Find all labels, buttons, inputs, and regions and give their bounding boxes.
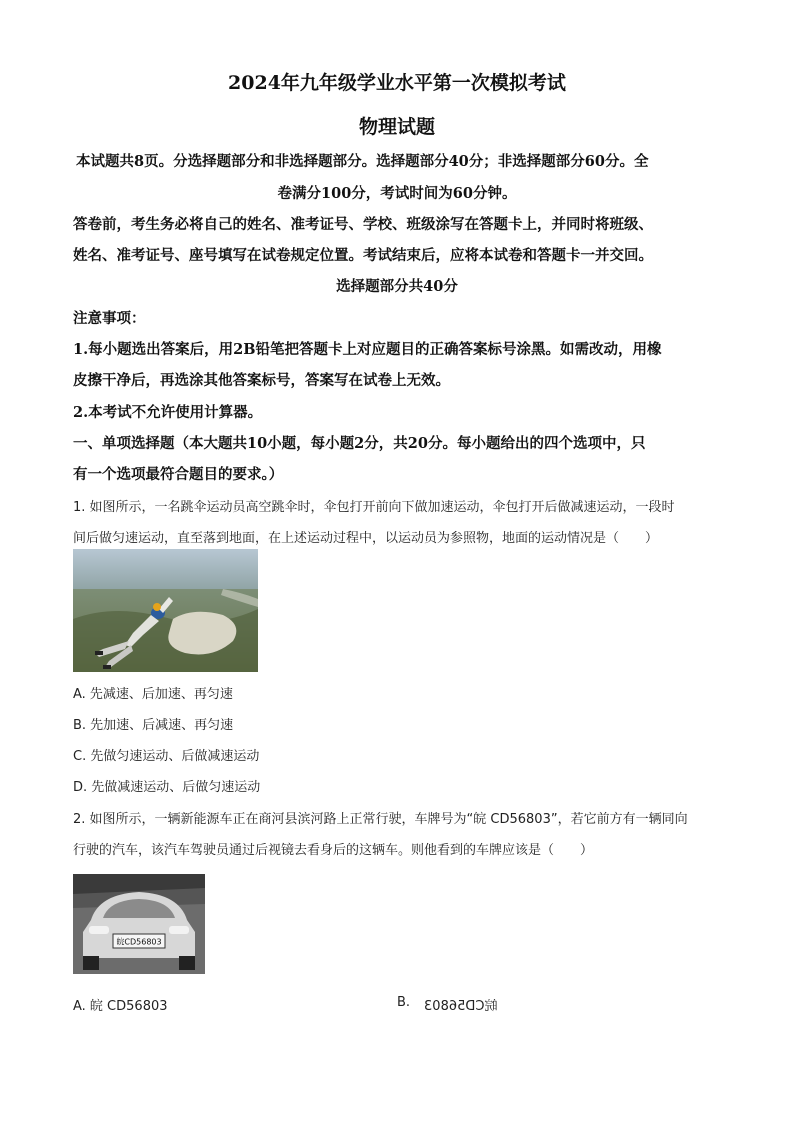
intro-line-1: 本试题共8页。分选择题部分和非选择题部分。选择题部分40分；非选择题部分60分。全	[76, 153, 649, 170]
q1-option-a: A. 先减速、后加速、再匀速	[73, 687, 233, 702]
q2-option-b-text: 皖CD56803	[424, 999, 498, 1014]
skydiver-image	[73, 549, 258, 672]
q2-option-b-label: B.	[397, 995, 411, 1010]
part1-heading-a: 一、单项选择题（本大题共10小题，每小题2分，共20分。每小题给出的四个选项中，只	[73, 435, 646, 452]
plate-number: 皖CD56803	[116, 937, 162, 947]
part1-heading-b: 有一个选项最符合题目的要求。）	[73, 466, 284, 483]
exam-subtitle: 物理试题	[358, 116, 435, 138]
intro-line-3: 答卷前，考生务必将自己的姓名、准考证号、学校、班级涂写在答题卡上，并同时将班级、	[73, 216, 653, 233]
notice-label: 注意事项：	[73, 310, 146, 327]
q1-stem-a: 1. 如图所示，一名跳伞运动员高空跳伞时，伞包打开前向下做加速运动，伞包打开后做减速运动，一段时	[73, 500, 675, 515]
q2-option-a: A. 皖 CD56803	[73, 999, 168, 1014]
notice-1a: 1.每小题选出答案后，用2B铅笔把答题卡上对应题目的正确答案标号涂黑。如需改动，用橡	[73, 341, 662, 358]
section-heading: 选择题部分共40分	[336, 278, 458, 295]
notice-1b: 皮擦干净后，再选涂其他答案标号，答案写在试卷上无效。	[73, 372, 450, 389]
notice-2: 2.本考试不允许使用计算器。	[73, 404, 263, 421]
q2-option-b-mirrored-plate	[424, 995, 497, 1014]
q2-stem-a: 2. 如图所示，一辆新能源车正在商河县滨河路上正常行驶，车牌号为“皖 CD56803”，若它前方有一辆同向	[73, 812, 688, 827]
car-image	[73, 874, 205, 974]
q1-option-b: B. 先加速、后减速、再匀速	[73, 718, 234, 733]
q1-option-c: C. 先做匀速运动、后做减速运动	[73, 749, 260, 764]
intro-line-2: 卷满分100分，考试时间为60分钟。	[277, 185, 517, 202]
exam-title: 2024年九年级学业水平第一次模拟考试	[228, 72, 566, 94]
q2-stem-b: 行驶的汽车，该汽车驾驶员通过后视镜去看身后的这辆车。则他看到的车牌应该是（ ）	[73, 843, 594, 858]
q1-stem-b: 间后做匀速运动，直至落到地面，在上述运动过程中，以运动员为参照物，地面的运动情况是（ ）	[73, 531, 659, 546]
q1-option-d: D. 先做减速运动、后做匀速运动	[73, 780, 261, 795]
intro-line-4: 姓名、准考证号、座号填写在试卷规定位置。考试结束后，应将本试卷和答题卡一并交回。	[73, 247, 653, 264]
